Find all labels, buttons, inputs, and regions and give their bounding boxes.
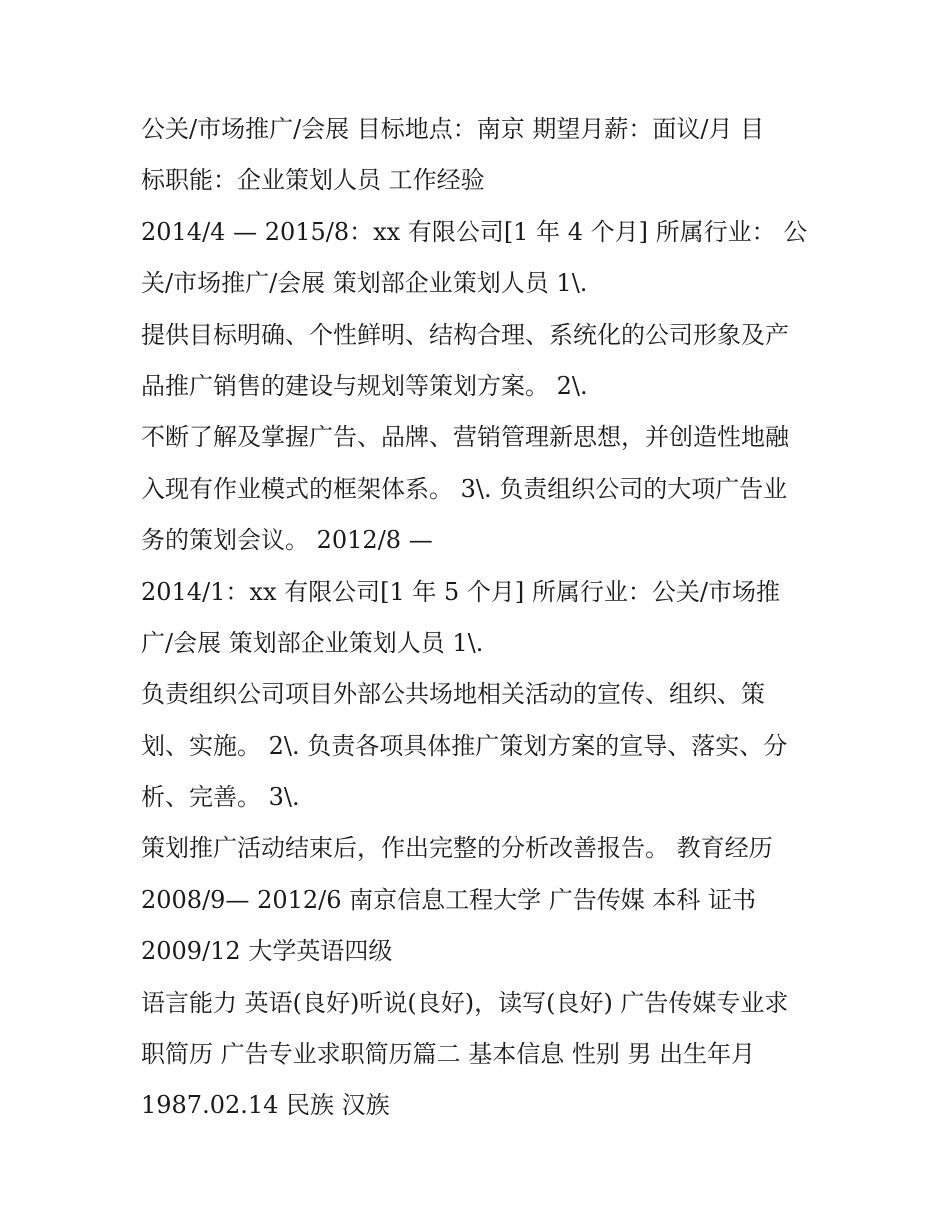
text-line: 提供目标明确、个性鲜明、结构合理、系统化的公司形象及产 <box>141 320 789 349</box>
text-line: 1987.02.14 民族 汉族 <box>141 1091 390 1120</box>
text-line: 公关/市场推广/会展 目标地点：南京 期望月薪：面议/月 目 <box>141 115 765 143</box>
text-line: 语言能力 英语(良好)听说(良好)，读写(良好) 广告传媒专业求 <box>141 988 789 1017</box>
text-line: 广/会展 策划部企业策划人员 1\. <box>141 628 484 657</box>
text-line: 关/市场推广/会展 策划部企业策划人员 1\. <box>141 269 588 298</box>
text-line: 务的策划会议。 2012/8 — <box>141 526 433 555</box>
text-line: 2009/12 大学英语四级 <box>141 937 393 966</box>
text-line: 2014/1：xx 有限公司[1 年 5 个月] 所属行业：公关/市场推 <box>141 577 780 606</box>
text-line: 2008/9— 2012/6 南京信息工程大学 广告传媒 本科 证书 <box>141 885 757 914</box>
resume-text-block <box>141 104 821 1132</box>
text-line: 析、完善。 3\. <box>141 783 300 812</box>
text-line: 入现有作业模式的框架体系。 3\. 负责组织公司的大项广告业 <box>141 474 788 503</box>
text-line: 不断了解及掌握广告、品牌、营销管理新思想，并创造性地融 <box>141 423 789 452</box>
text-line: 标职能：企业策划人员 工作经验 <box>141 166 485 195</box>
text-line: 品推广销售的建设与规划等策划方案。 2\. <box>141 371 588 400</box>
text-line: 负责组织公司项目外部公共场地相关活动的宣传、组织、策 <box>141 680 765 709</box>
text-line: 2014/4 — 2015/8：xx 有限公司[1 年 4 个月] 所属行业： 公 <box>141 217 808 246</box>
text-line: 划、实施。 2\. 负责各项具体推广策划方案的宣导、落实、分 <box>141 731 788 760</box>
text-line: 策划推广活动结束后，作出完整的分析改善报告。 教育经历 <box>141 834 773 863</box>
text-line: 职简历 广告专业求职简历篇二 基本信息 性别 男 出生年月 <box>141 1040 756 1069</box>
